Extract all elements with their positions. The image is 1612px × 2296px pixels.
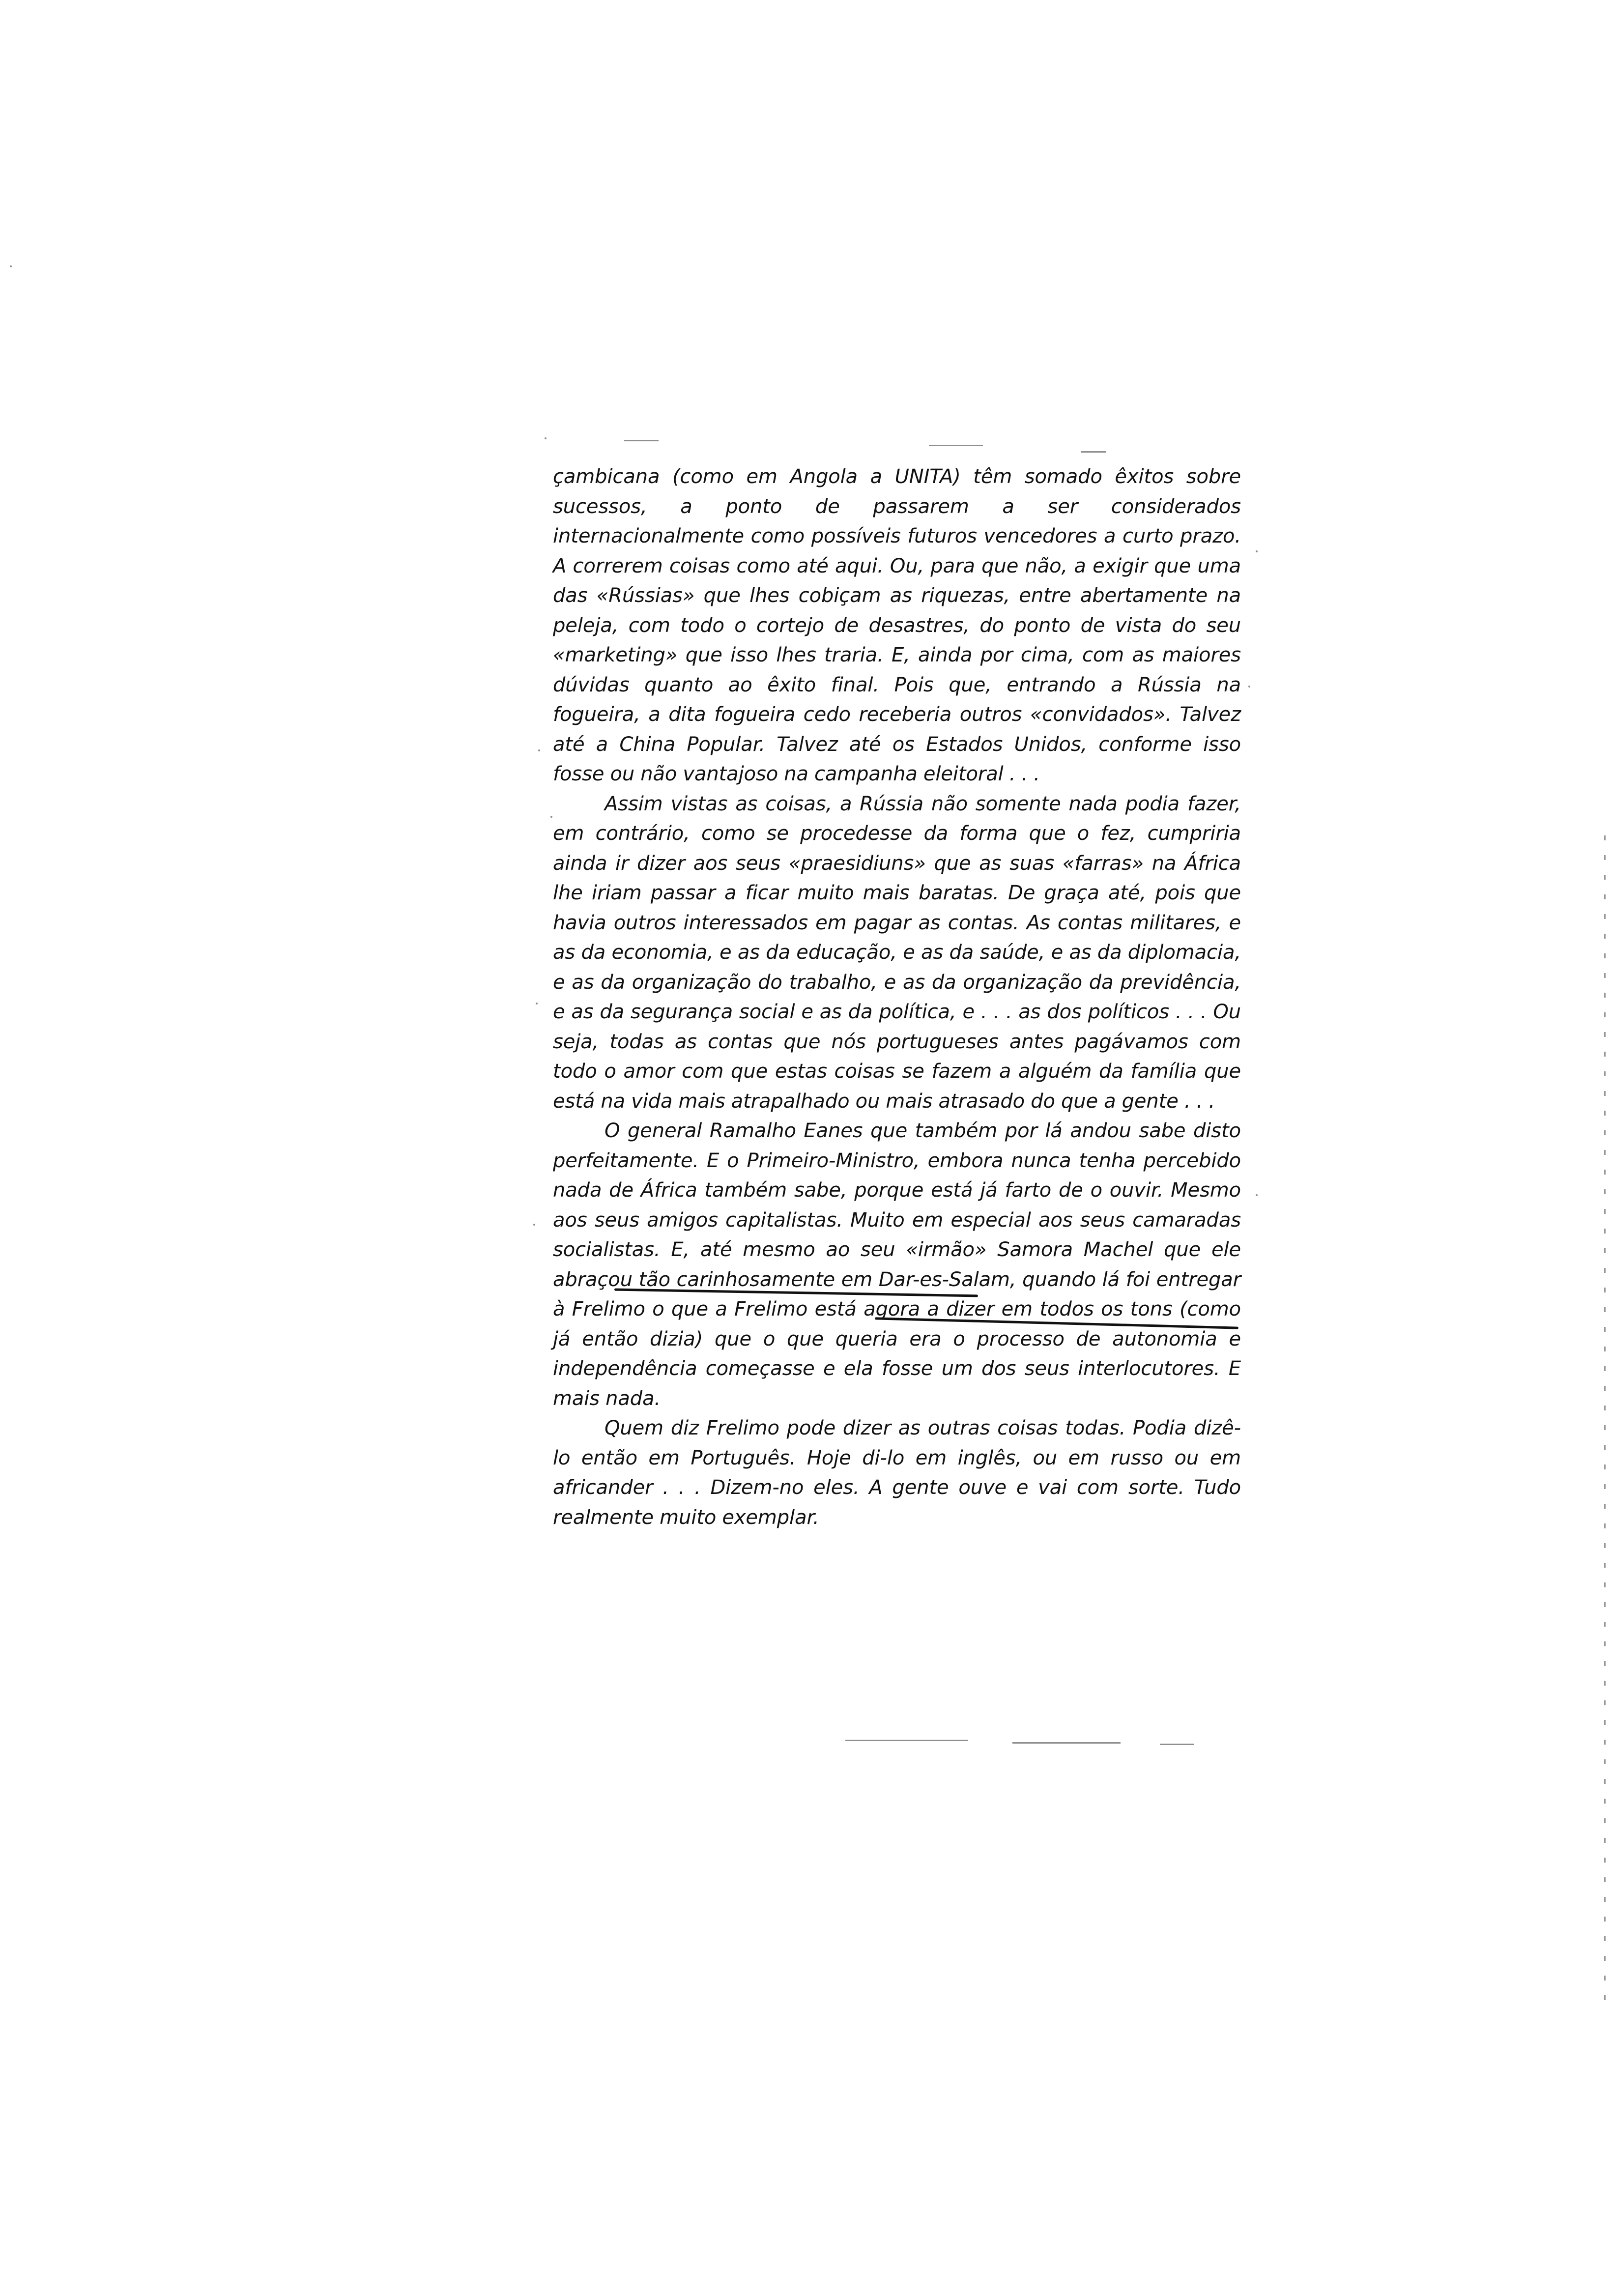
scan-artifact-top-3 bbox=[1081, 451, 1106, 453]
scan-edge-right bbox=[1604, 835, 1606, 2015]
speck bbox=[536, 1003, 538, 1004]
speck bbox=[10, 265, 12, 267]
speck bbox=[1256, 1194, 1258, 1196]
paragraph-4: Quem diz Frelimo pode dizer as outras coisas todas. Podia dizê-lo então em Português. Hoje di-lo em inglês, ou em russo ou em africander . . . Dizem-no eles. A gente ouve e vai com sorte. Tudo realmente muito exemplar. bbox=[553, 1417, 1241, 1529]
paragraph-1: çambicana (como em Angola a UNITA) têm somado êxitos sobre sucessos, a ponto de passarem a ser considerados internacionalmente como possíveis futuros vencedores a curto prazo. A correrem coisas como até aqui. Ou, para que não, a exigir que uma das «Rússias» que lhes cobiçam as riquezas, entre abertamente na peleja, com todo o cortejo de desastres, do ponto de vista do seu «marketing» que isso lhes traria. E, ainda por cima, com as maiores dúvidas quanto ao êxito final. Pois que, entrando a Rússia na fogueira, a dita fogueira cedo receberia outros «convidados». Talvez até a China Popular. Talvez até os Estados Unidos, conforme isso fosse ou não vantajoso na campanha eleitoral . . . bbox=[553, 465, 1241, 785]
scan-artifact-bottom-3 bbox=[1160, 1744, 1194, 1745]
speck bbox=[545, 437, 547, 439]
paragraph-3: O general Ramalho Eanes que também por lá andou sabe disto perfeitamente. E o Primeiro-Ministro, embora nunca tenha percebido nada de África também sabe, porque está já farto de o ouvir. Mesmo aos seus amigos capitalistas. Muito em especial aos seus camaradas socialistas. E, até mesmo ao seu «irmão» Samora Machel que ele abraçou tão carinhosamente em Dar-es-Salam, quando lá foi entregar à Frelimo o que a Frelimo está agora a dizer em todos os tons (como já então dizia) que o que queria era o processo de autonomia e independência começasse e ela fosse um dos seus interlocutores. E mais nada. bbox=[553, 1119, 1241, 1410]
speck bbox=[1248, 686, 1250, 688]
text-column bbox=[553, 462, 1241, 1532]
speck bbox=[1256, 550, 1258, 552]
speck bbox=[538, 749, 540, 751]
speck bbox=[550, 816, 552, 818]
speck bbox=[533, 1224, 535, 1226]
scan-artifact-top-1 bbox=[624, 440, 659, 441]
scan-artifact-bottom-1 bbox=[845, 1740, 968, 1741]
scan-artifact-top-2 bbox=[929, 445, 983, 446]
scan-artifact-bottom-2 bbox=[1012, 1742, 1121, 1744]
paragraph-2: Assim vistas as coisas, a Rússia não somente nada podia fazer, em contrário, como se procedesse da forma que o fez, cumpriria ainda ir dizer aos seus «praesidiuns» que as suas «farras» na África lhe iriam passar a ficar muito mais baratas. De graça até, pois que havia outros interessados em pagar as contas. As contas militares, e as da economia, e as da educação, e as da saúde, e as da diplomacia, e as da organização do trabalho, e as da organização da previdência, e as da segurança social e as da política, e . . . as dos políticos . . . Ou seja, todas as contas que nós portugueses antes pagávamos com todo o amor com que estas coisas se fazem a alguém da família que está na vida mais atrapalhado ou mais atrasado do que a gente . . . bbox=[553, 792, 1241, 1113]
